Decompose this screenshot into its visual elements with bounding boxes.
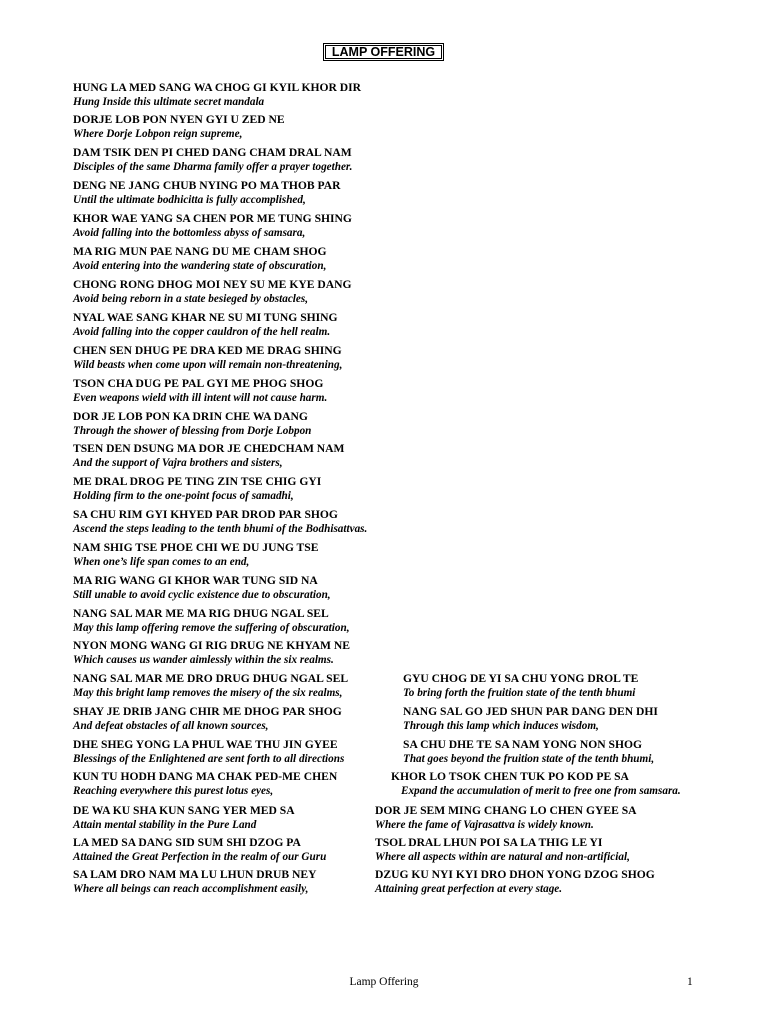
verse-translation: Hung Inside this ultimate secret mandala bbox=[73, 96, 265, 108]
verse bbox=[73, 112, 763, 141]
verse bbox=[73, 376, 763, 405]
verse-translation: Avoid falling into the copper cauldron of the hell realm. bbox=[73, 326, 331, 338]
verse-translation: Where Dorje Lobpon reign supreme, bbox=[73, 128, 243, 140]
verse-phonetic: SA CHU RIM GYI KHYED PAR DROD PAR SHOG bbox=[73, 508, 338, 521]
verse-phonetic: MA RIG MUN PAE NANG DU ME CHAM SHOG bbox=[73, 245, 327, 258]
verse bbox=[73, 769, 763, 798]
verse-phonetic: CHONG RONG DHOG MOI NEY SU ME KYE DANG bbox=[73, 278, 352, 291]
verse-phonetic: NYAL WAE SANG KHAR NE SU MI TUNG SHING bbox=[73, 311, 338, 324]
verse-phonetic: DENG NE JANG CHUB NYING PO MA THOB PAR bbox=[73, 179, 341, 192]
verse-translation-right: Expand the accumulation of merit to free one from samsara. bbox=[401, 785, 681, 797]
verse-phonetic: CHEN SEN DHUG PE DRA KED ME DRAG SHING bbox=[73, 344, 342, 357]
verse-translation: May this lamp offering remove the suffering of obscuration, bbox=[73, 622, 350, 634]
verse-translation-right: That goes beyond the fruition state of the tenth bhumi, bbox=[403, 753, 655, 765]
verse bbox=[73, 310, 763, 339]
verse-translation: Attained the Great Perfection in the realm of our Guru Where all aspects within are natural and non-artificial, bbox=[73, 851, 630, 863]
verse-translation: Ascend the steps leading to the tenth bhumi of the Bodhisattvas. bbox=[73, 523, 368, 535]
footer-title: Lamp Offering bbox=[349, 976, 419, 988]
verse-phonetic: DAM TSIK DEN PI CHED DANG CHAM DRAL NAM bbox=[73, 146, 352, 159]
verse-phonetic: KHOR WAE YANG SA CHEN POR ME TUNG SHING bbox=[73, 212, 352, 225]
verse-phonetic: MA RIG WANG GI KHOR WAR TUNG SID NA bbox=[73, 574, 318, 587]
verse-phonetic: TSEN DEN DSUNG MA DOR JE CHEDCHAM NAM bbox=[73, 442, 345, 455]
verse bbox=[73, 277, 763, 306]
verse-translation-right: Attaining great perfection at every stage. bbox=[375, 883, 563, 895]
verse bbox=[73, 803, 763, 832]
verse-translation: Disciples of the same Dharma family offer a prayer together. bbox=[73, 161, 353, 173]
verse bbox=[73, 178, 763, 207]
verse-translation: Blessings of the Enlightened are sent forth to all directions That goes beyond the fruition state of the tenth bhumi, bbox=[73, 753, 655, 765]
verse-translation-right: To bring forth the fruition state of the tenth bhumi bbox=[403, 687, 636, 699]
verse-phonetic: DHE SHEG YONG LA PHUL WAE THU JIN GYEE SA CHU DHE TE SA NAM YONG NON SHOG bbox=[73, 738, 642, 751]
verse-translation: Reaching everywhere this purest lotus eyes, Expand the accumulation of merit to free one from samsara. bbox=[73, 785, 681, 797]
verse-phonetic: TSON CHA DUG PE PAL GYI ME PHOG SHOG bbox=[73, 377, 324, 390]
verse-phonetic: DORJE LOB PON NYEN GYI U ZED NE bbox=[73, 113, 285, 126]
verse-translation: Even weapons wield with ill intent will not cause harm. bbox=[73, 392, 328, 404]
verse bbox=[73, 145, 763, 174]
verse-translation: Until the ultimate bodhicitta is fully accomplished, bbox=[73, 194, 306, 206]
verse-translation: Which causes us wander aimlessly within the six realms. bbox=[73, 654, 334, 666]
verse-translation: May this bright lamp removes the misery of the six realms, To bring forth the fruition state of the tenth bhumi bbox=[73, 687, 636, 699]
verse-phonetic-right: DOR JE SEM MING CHANG LO CHEN GYEE SA bbox=[375, 804, 637, 817]
verse bbox=[73, 507, 763, 536]
verse-translation: Still unable to avoid cyclic existence due to obscuration, bbox=[73, 589, 331, 601]
verse-translation: Avoid falling into the bottomless abyss of samsara, bbox=[73, 227, 306, 239]
verse bbox=[73, 441, 763, 470]
verse-translation-right: Where all aspects within are natural and non-artificial, bbox=[375, 851, 630, 863]
verse-translation: Holding firm to the one-point focus of samadhi, bbox=[73, 490, 294, 502]
verse-translation-right: Through this lamp which induces wisdom, bbox=[403, 720, 599, 732]
verse-phonetic: ME DRAL DROG PE TING ZIN TSE CHIG GYI bbox=[73, 475, 322, 488]
verse bbox=[73, 244, 763, 273]
verse bbox=[73, 573, 763, 602]
verse bbox=[73, 343, 763, 372]
verse-phonetic: NANG SAL MAR ME MA RIG DHUG NGAL SEL bbox=[73, 607, 329, 620]
verse bbox=[73, 638, 763, 667]
verse-translation: When one’s life span comes to an end, bbox=[73, 556, 250, 568]
verse-phonetic-right: GYU CHOG DE YI SA CHU YONG DROL TE bbox=[403, 672, 639, 685]
document-title: LAMP OFFERING bbox=[323, 43, 444, 61]
verse-phonetic: DE WA KU SHA KUN SANG YER MED SA DOR JE SEM MING CHANG LO CHEN GYEE SA bbox=[73, 804, 637, 817]
verse-phonetic-right: KHOR LO TSOK CHEN TUK PO KOD PE SA bbox=[391, 770, 629, 783]
verse-translation-right: Where the fame of Vajrasattva is widely known. bbox=[375, 819, 594, 831]
verse-translation: Avoid being reborn in a state besieged by obstacles, bbox=[73, 293, 309, 305]
verse-phonetic: DOR JE LOB PON KA DRIN CHE WA DANG bbox=[73, 410, 308, 423]
verse bbox=[73, 80, 763, 109]
verse bbox=[73, 671, 763, 700]
verse-translation: Avoid entering into the wandering state of obscuration, bbox=[73, 260, 327, 272]
verse bbox=[73, 867, 763, 896]
verse-phonetic: SHAY JE DRIB JANG CHIR ME DHOG PAR SHOG NANG SAL GO JED SHUN PAR DANG DEN DHI bbox=[73, 705, 658, 718]
verse-translation: And defeat obstacles of all known sources, Through this lamp which induces wisdom, bbox=[73, 720, 599, 732]
verse-phonetic: KUN TU HODH DANG MA CHAK PED-ME CHEN KHOR LO TSOK CHEN TUK PO KOD PE SA bbox=[73, 770, 629, 783]
verse bbox=[73, 737, 763, 766]
verse bbox=[73, 835, 763, 864]
verse-phonetic: SA LAM DRO NAM MA LU LHUN DRUB NEY DZUG KU NYI KYI DRO DHON YONG DZOG SHOG bbox=[73, 868, 655, 881]
page-number: 1 bbox=[687, 976, 693, 988]
verse-phonetic: LA MED SA DANG SID SUM SHI DZOG PA TSOL DRAL LHUN POI SA LA THIG LE YI bbox=[73, 836, 603, 849]
verse-phonetic-right: SA CHU DHE TE SA NAM YONG NON SHOG bbox=[403, 738, 642, 751]
verse bbox=[73, 704, 763, 733]
verse bbox=[73, 409, 763, 438]
verse-translation: Where all beings can reach accomplishment easily, Attaining great perfection at every stage. bbox=[73, 883, 563, 895]
verse-phonetic: HUNG LA MED SANG WA CHOG GI KYIL KHOR DIR bbox=[73, 81, 362, 94]
verse bbox=[73, 474, 763, 503]
verse-phonetic: NYON MONG WANG GI RIG DRUG NE KHYAM NE bbox=[73, 639, 350, 652]
verse-phonetic-right: DZUG KU NYI KYI DRO DHON YONG DZOG SHOG bbox=[375, 868, 655, 881]
verse bbox=[73, 606, 763, 635]
verse-translation: Attain mental stability in the Pure Land Where the fame of Vajrasattva is widely known. bbox=[73, 819, 594, 831]
verse-translation: Through the shower of blessing from Dorje Lobpon bbox=[73, 425, 312, 437]
verse-phonetic: NAM SHIG TSE PHOE CHI WE DU JUNG TSE bbox=[73, 541, 319, 554]
verse-phonetic-right: NANG SAL GO JED SHUN PAR DANG DEN DHI bbox=[403, 705, 658, 718]
verse bbox=[73, 540, 763, 569]
verse-translation: Wild beasts when come upon will remain non-threatening, bbox=[73, 359, 343, 371]
verse bbox=[73, 211, 763, 240]
verse-phonetic: NANG SAL MAR ME DRO DRUG DHUG NGAL SEL GYU CHOG DE YI SA CHU YONG DROL TE bbox=[73, 672, 639, 685]
verse-phonetic-right: TSOL DRAL LHUN POI SA LA THIG LE YI bbox=[375, 836, 603, 849]
verse-translation: And the support of Vajra brothers and sisters, bbox=[73, 457, 283, 469]
